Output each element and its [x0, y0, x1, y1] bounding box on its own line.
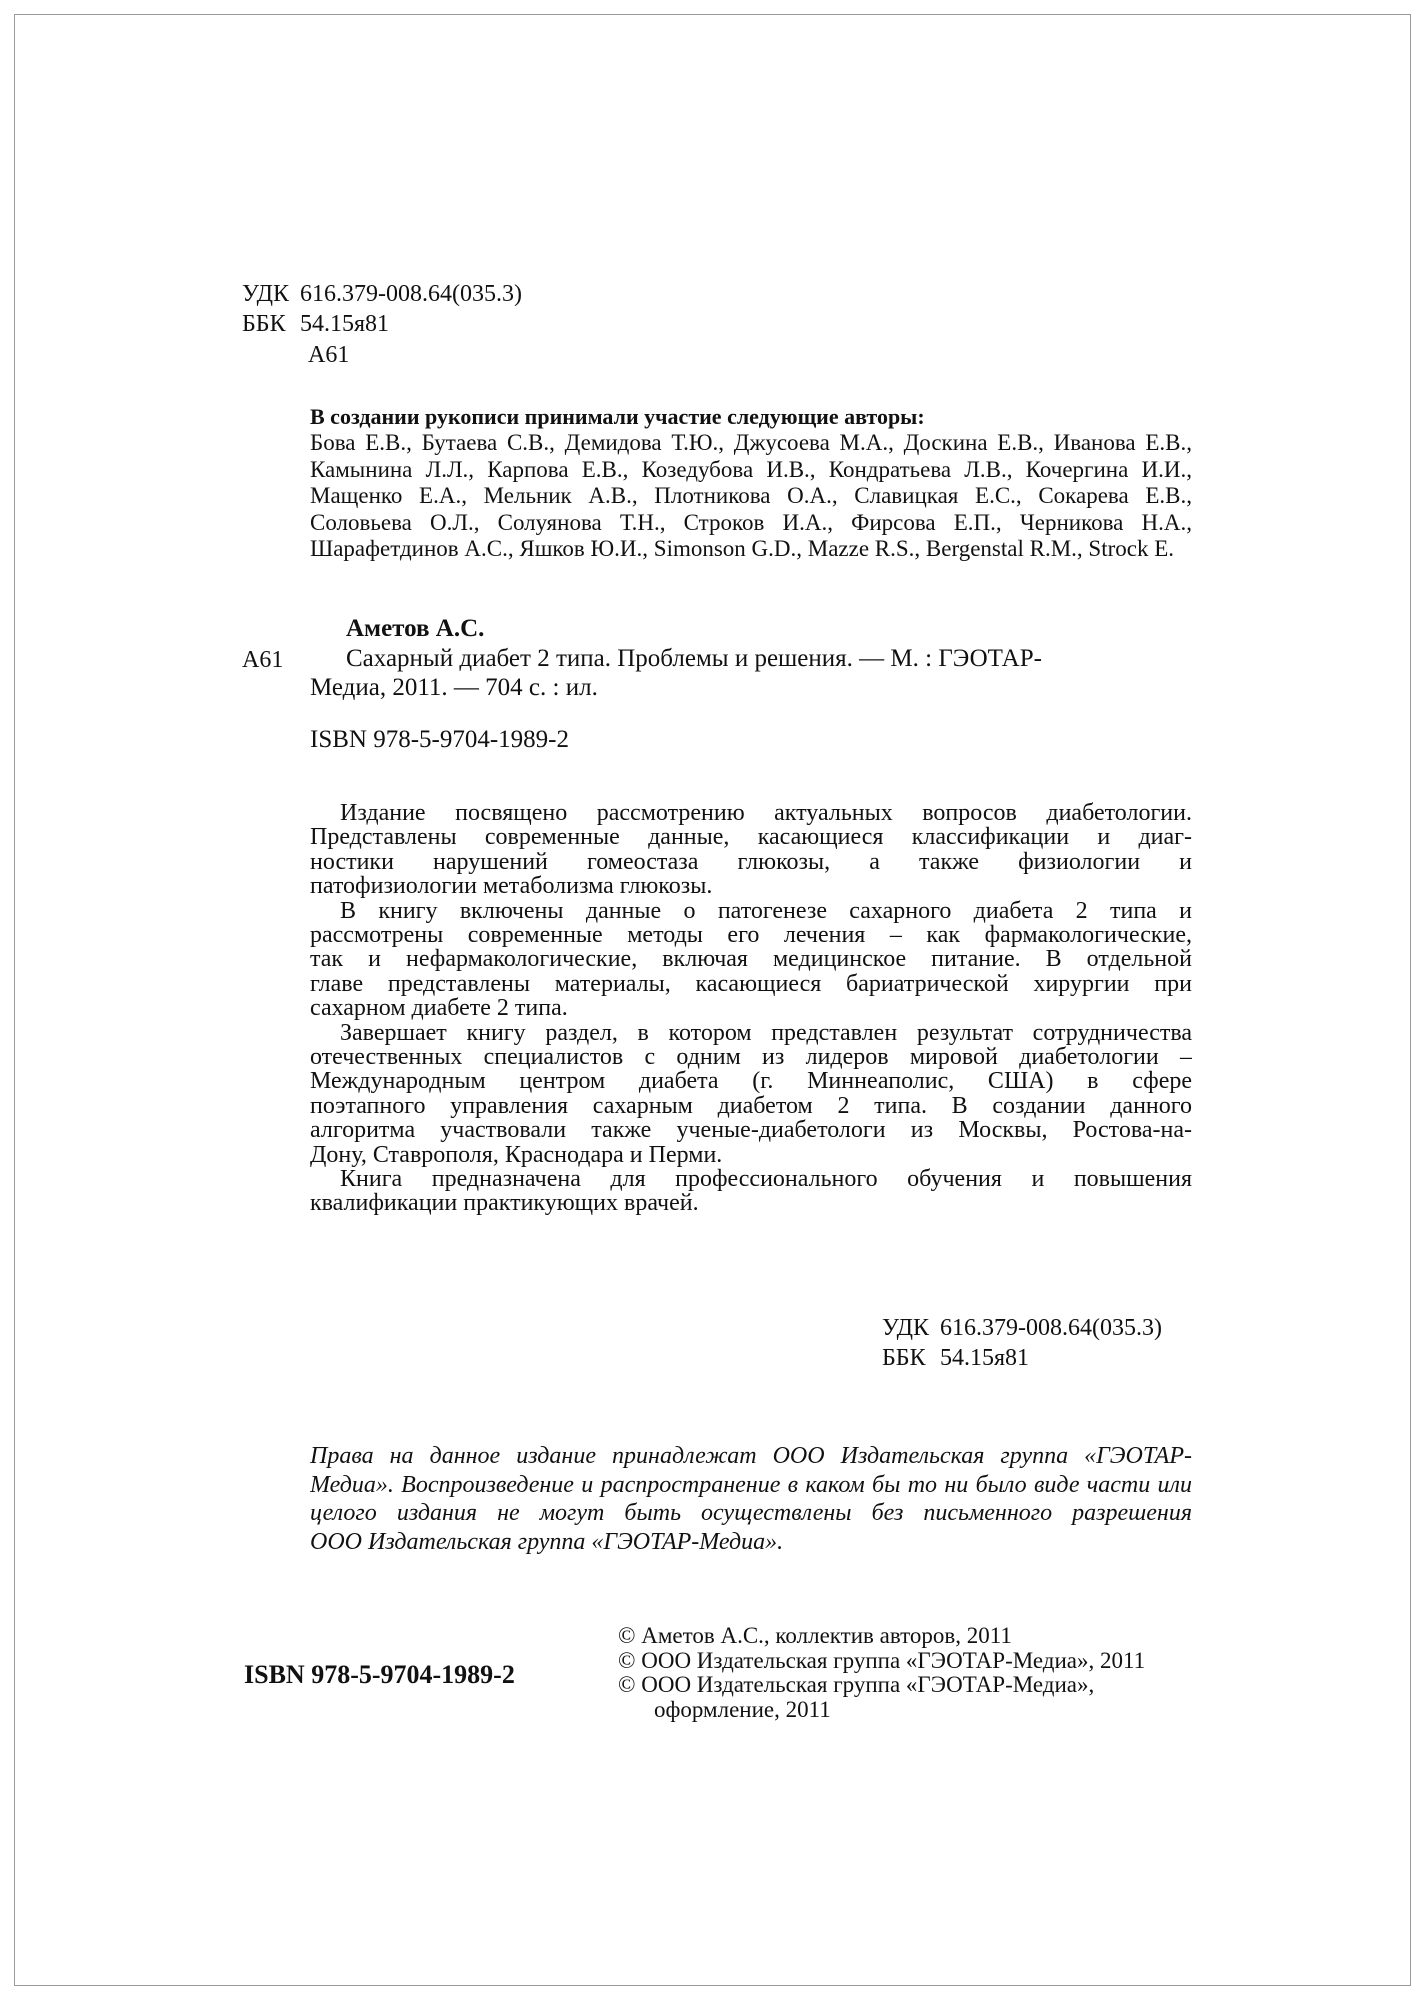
authors-line: Камынина Л.Л., Карпова Е.В., Козедубова И.В., Кондратьева Л.В., Кочергина И.И.,: [310, 456, 1192, 482]
annotation-line: квалификации практикующих врачей.: [310, 1190, 699, 1217]
bbk-bottom: [882, 1344, 1029, 1372]
annotation-line: ностики нарушений гомеостаза глюкозы, а также физиологии и: [310, 849, 1192, 875]
bbk-value: 54.15я81: [940, 1345, 1030, 1371]
annotation-line: главе представлены материалы, касающиеся бариатрической хирургии при: [310, 971, 1192, 997]
bbk-label: ББК: [882, 1345, 926, 1371]
authors-line: Шарафетдинов А.С., Яшков Ю.И., Simonson G.D., Mazze R.S., Bergenstal R.M., Strock E.: [310, 536, 1175, 561]
annotation-line: Издание посвящено рассмотрению актуальных вопросов диабетологии.: [340, 801, 1192, 826]
annotation-line: так и нефармакологические, включая медицинское питание. В отдельной: [310, 947, 1192, 972]
udk-bottom: [882, 1314, 1162, 1342]
citation-title: Сахарный диабет 2 типа. Проблемы и решения. — М. : ГЭОТАР-: [346, 645, 1042, 672]
rights-line: Права на данное издание принадлежат ООО Издательская группа «ГЭОТАР-: [310, 1443, 1192, 1469]
annotation-paragraph: [310, 899, 1192, 1021]
annotation-line: Книга предназначена для профессионального обучения и повышения: [340, 1166, 1192, 1192]
annotation-line: поэтапного управления сахарным диабетом 2 типа. В создании данного: [310, 1093, 1192, 1119]
rights-line: целого издания не могут быть осуществлены без письменного разрешения: [310, 1500, 1192, 1526]
annotation-paragraph: [310, 801, 1192, 899]
rights-notice: [310, 1442, 1192, 1556]
rights-line: ООО Издательская группа «ГЭОТАР-Медиа».: [310, 1528, 784, 1555]
udk-top: [242, 280, 522, 308]
annotation-line: В книгу включены данные о патогенезе сахарного диабета 2 типа и: [340, 898, 1192, 923]
authors-line: Мащенко Е.А., Мельник А.В., Плотникова О.А., Славицкая Е.С., Сокарева Е.В.,: [310, 483, 1192, 508]
udk-label: УДК: [242, 281, 289, 307]
copyright-block: [618, 1624, 1145, 1722]
copyright-line: © ООО Издательская группа «ГЭОТАР-Медиа», 2011: [618, 1647, 1146, 1673]
annotation-paragraph: [310, 1021, 1192, 1167]
citation-sign: А61: [242, 647, 284, 673]
udk-value: 616.379-008.64(035.3): [940, 1315, 1162, 1341]
annotation-paragraph: [310, 1167, 1192, 1216]
authors-line: Соловьева О.Л., Солуянова Т.Н., Строков И.А., Фирсова Е.П., Черникова Н.А.,: [310, 509, 1192, 535]
footer-isbn: ISBN 978-5-9704-1989-2: [244, 1660, 515, 1689]
annotation-line: Завершает книгу раздел, в котором представлен результат сотрудничества: [340, 1020, 1192, 1045]
citation-isbn: ISBN 978-5-9704-1989-2: [310, 726, 570, 753]
copyright-line: © Аметов А.С., коллектив авторов, 2011: [618, 1623, 1012, 1648]
udk-value: 616.379-008.64(035.3): [300, 281, 522, 307]
annotation-line: рассмотрены современные методы его лечения – как фармакологические,: [310, 922, 1192, 948]
annotation-line: Дону, Ставрополя, Краснодара и Перми.: [310, 1141, 723, 1168]
copyright-line: © ООО Издательская группа «ГЭОТАР-Медиа»,: [618, 1672, 1095, 1697]
annotation-line: патофизиологии метаболизма глюкозы.: [310, 873, 713, 900]
bbk-top: [242, 310, 389, 338]
copyright-line: оформление, 2011: [654, 1696, 831, 1722]
citation-imprint: Медиа, 2011. — 704 с. : ил.: [310, 674, 598, 701]
rights-line: Медиа». Воспроизведение и распространение в каком бы то ни было виде части или: [310, 1471, 1192, 1498]
annotation-line: отечественных специалистов с одним из лидеров мировой диабетологии –: [310, 1044, 1192, 1070]
annotation-line: Международным центром диабета (г. Миннеаполис, США) в сфере: [310, 1069, 1192, 1094]
authors-heading: В создании рукописи принимали участие следующие авторы:: [310, 404, 925, 429]
annotation-line: сахарном диабете 2 типа.: [310, 995, 568, 1022]
annotation-line: Представлены современные данные, касающиеся классификации и диаг-: [310, 825, 1192, 850]
author-sign-top: А61: [308, 342, 350, 368]
annotation: [310, 801, 1192, 1216]
annotation-line: алгоритма участвовали также ученые-диабетологи из Москвы, Ростова-на-: [310, 1118, 1192, 1143]
authors-block: [310, 404, 1192, 563]
bbk-label: ББК: [242, 311, 286, 337]
bbk-value: 54.15я81: [300, 311, 390, 337]
main-author: Аметов А.С.: [346, 615, 485, 642]
authors-line: Бова Е.В., Бутаева С.В., Демидова Т.Ю., Джусоева М.А., Доскина Е.В., Иванова Е.В.,: [310, 430, 1192, 455]
udk-label: УДК: [882, 1315, 929, 1341]
